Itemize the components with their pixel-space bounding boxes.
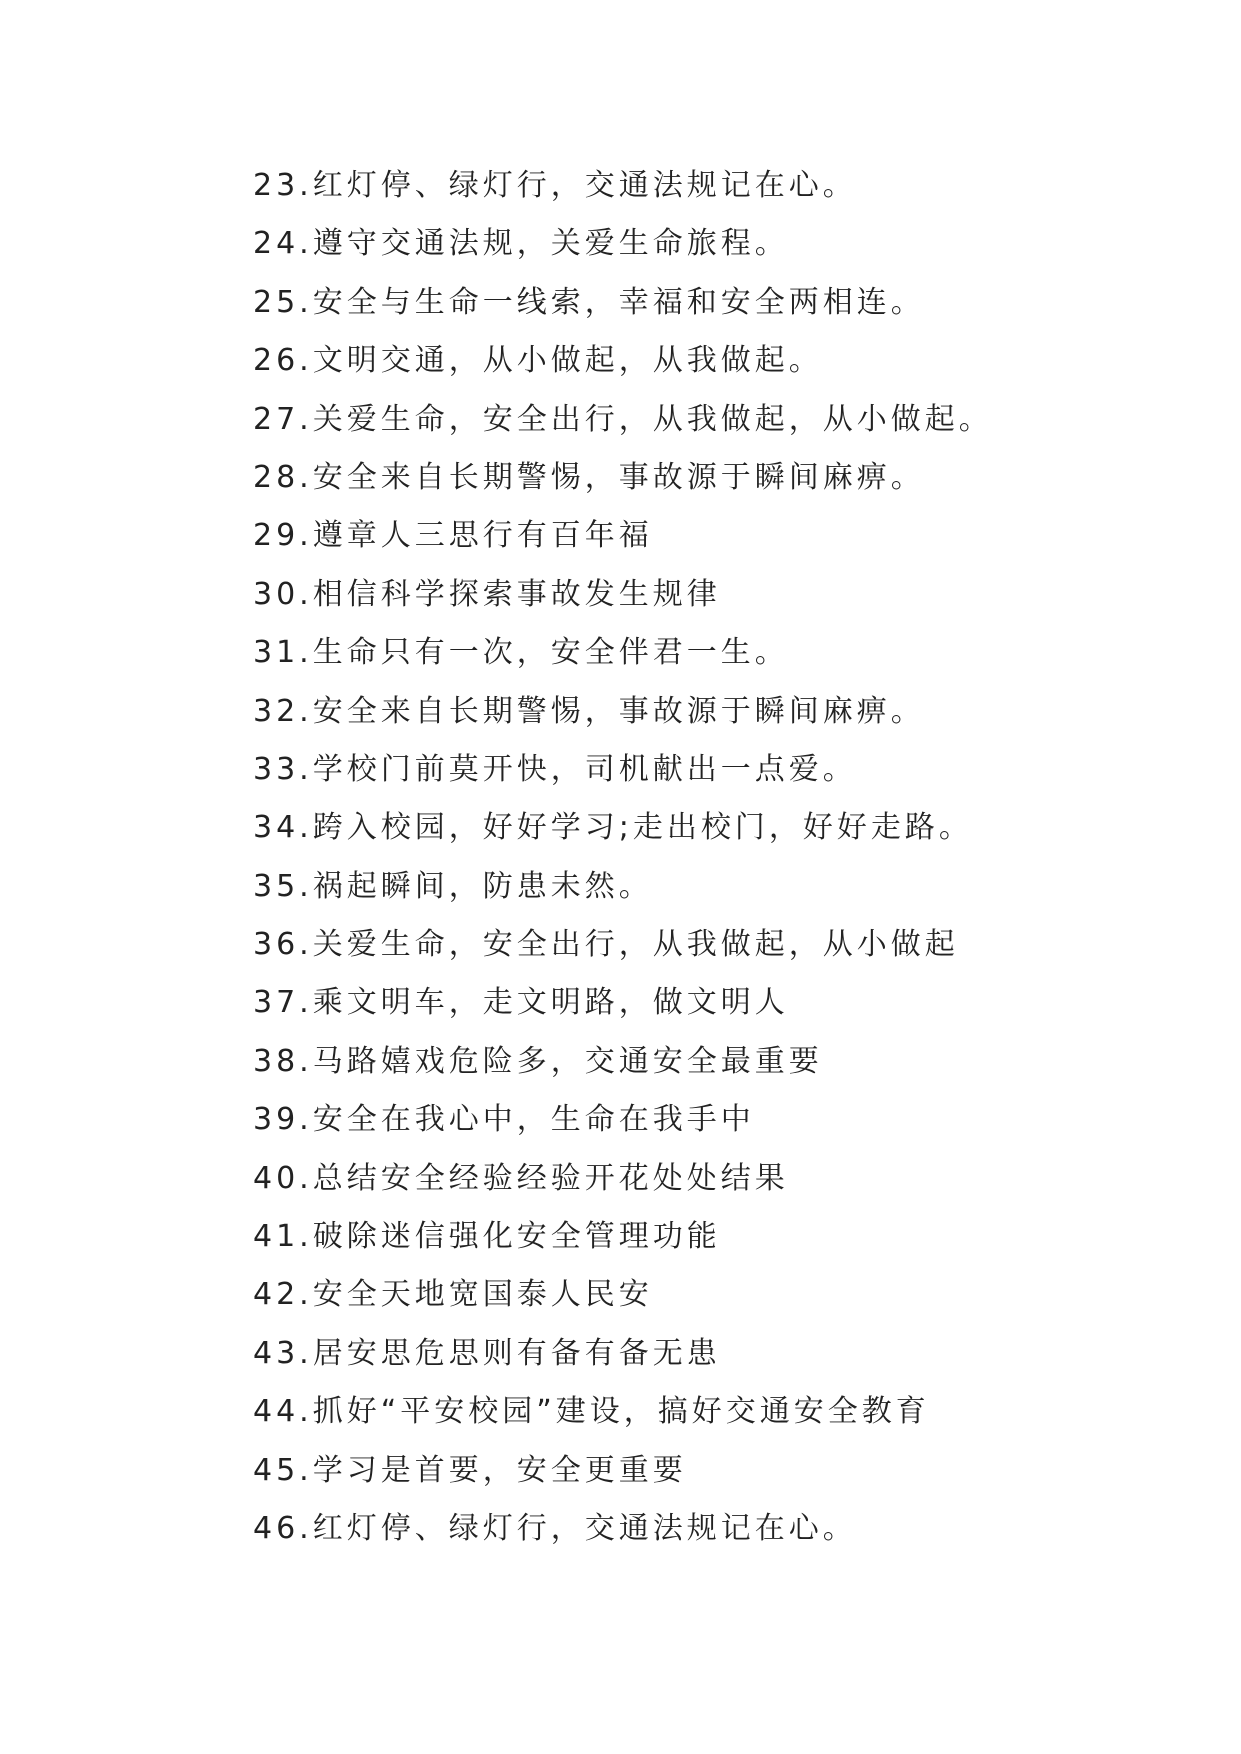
list-item: 30.相信科学探索事故发生规律 xyxy=(253,576,721,612)
list-item: 24.遵守交通法规，关爱生命旅程。 xyxy=(253,226,789,262)
list-item: 29.遵章人三思行有百年福 xyxy=(253,518,653,554)
list-item: 38.马路嬉戏危险多，交通安全最重要 xyxy=(253,1043,823,1079)
list-item: 45.学习是首要，安全更重要 xyxy=(253,1452,687,1488)
slogan-list xyxy=(253,157,993,1558)
list-item: 36.关爱生命，安全出行，从我做起，从小做起 xyxy=(253,927,959,963)
list-item: 43.居安思危思则有备有备无患 xyxy=(253,1335,721,1371)
list-item: 25.安全与生命一线索，幸福和安全两相连。 xyxy=(253,284,925,320)
list-item: 39.安全在我心中，生命在我手中 xyxy=(253,1102,755,1138)
list-item: 27.关爱生命，安全出行，从我做起，从小做起。 xyxy=(253,401,993,437)
list-item: 26.文明交通，从小做起，从我做起。 xyxy=(253,343,823,379)
list-item: 42.安全天地宽国泰人民安 xyxy=(253,1277,653,1313)
list-item: 34.跨入校园，好好学习;走出校门，好好走路。 xyxy=(253,810,973,846)
list-item: 35.祸起瞬间，防患未然。 xyxy=(253,868,653,904)
list-item: 31.生命只有一次，安全伴君一生。 xyxy=(253,635,789,671)
list-item: 32.安全来自长期警惕，事故源于瞬间麻痹。 xyxy=(253,693,925,729)
list-item: 33.学校门前莫开快，司机献出一点爱。 xyxy=(253,751,857,787)
list-item: 28.安全来自长期警惕，事故源于瞬间麻痹。 xyxy=(253,459,925,495)
list-item: 23.红灯停、绿灯行，交通法规记在心。 xyxy=(253,168,857,203)
list-item: 41.破除迷信强化安全管理功能 xyxy=(253,1219,721,1255)
list-item: 37.乘文明车，走文明路，做文明人 xyxy=(253,985,789,1021)
list-item: 44.抓好“平安校园”建设，搞好交通安全教育 xyxy=(253,1394,930,1430)
list-item: 40.总结安全经验经验开花处处结果 xyxy=(253,1160,789,1196)
list-item: 46.红灯停、绿灯行，交通法规记在心。 xyxy=(253,1510,857,1546)
